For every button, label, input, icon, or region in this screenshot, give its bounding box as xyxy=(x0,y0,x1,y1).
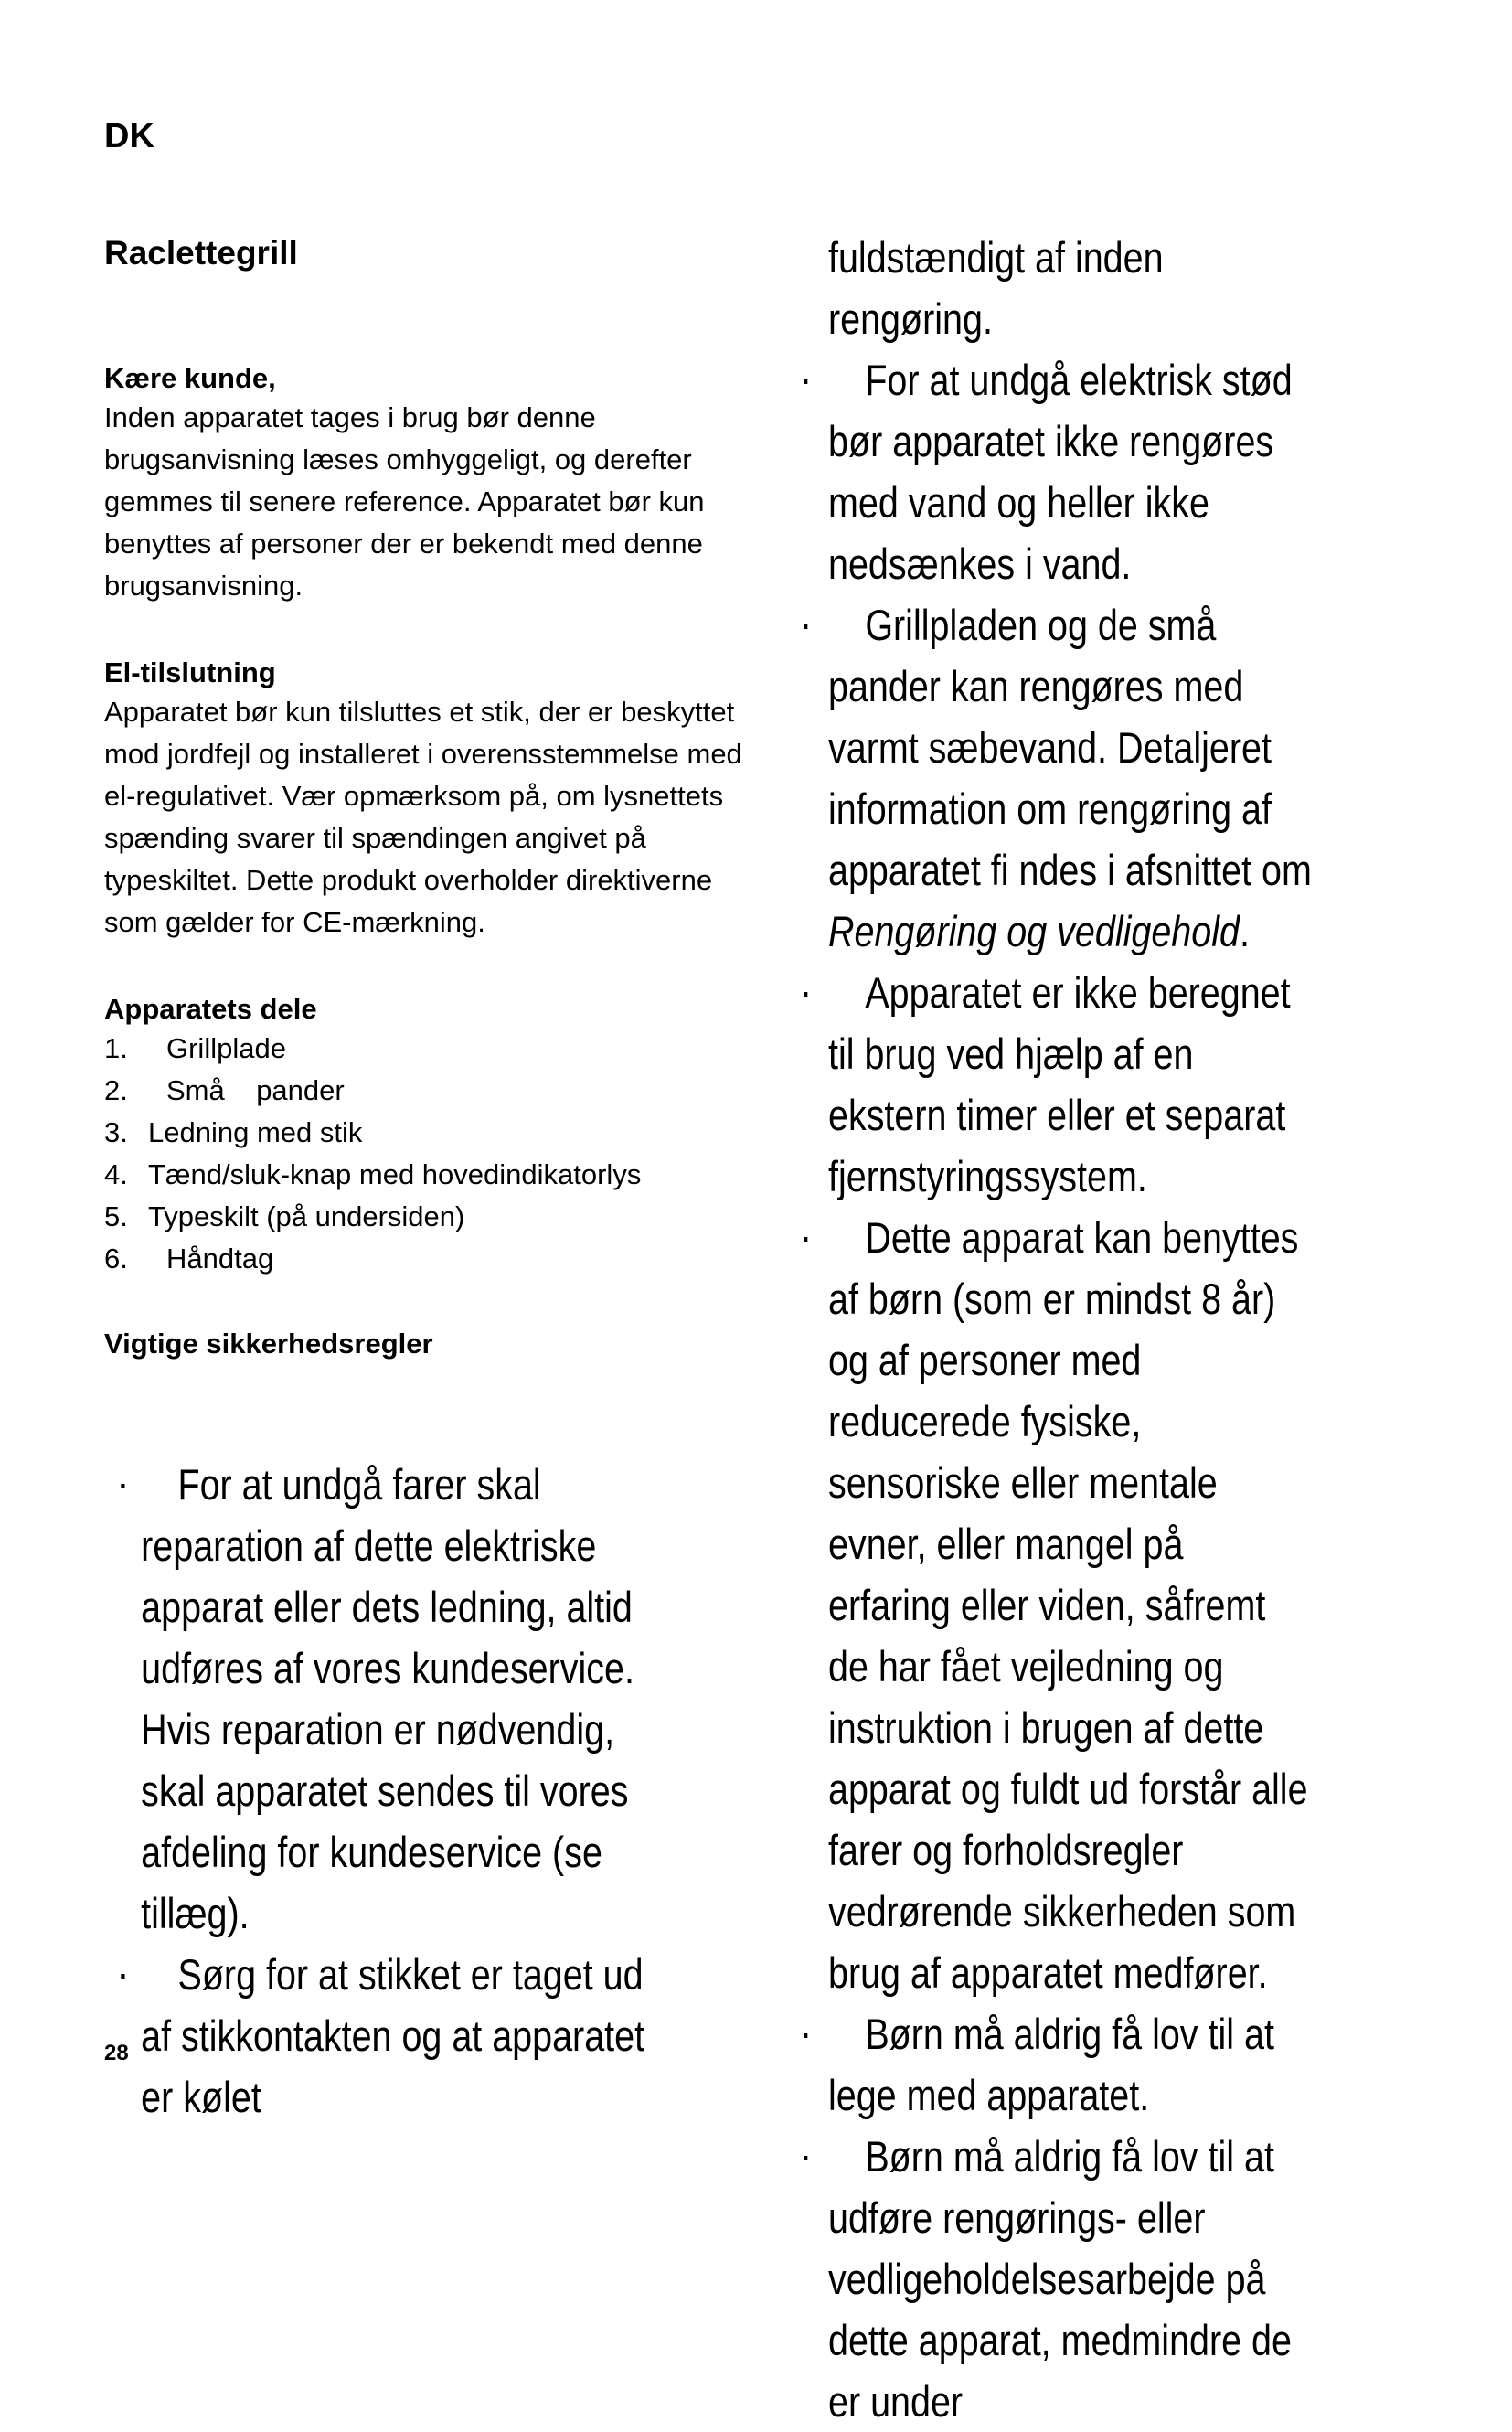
page-title: Raclettegrill xyxy=(104,234,298,272)
safety-item xyxy=(828,349,1312,594)
cross-reference: Rengøring og vedligehold xyxy=(828,907,1240,955)
bullet-icon xyxy=(804,1207,835,1268)
list-item xyxy=(104,1238,744,1280)
list-item-label: Typeskilt (på undersiden) xyxy=(148,1200,465,1232)
bullet-icon xyxy=(804,2126,835,2187)
right-column xyxy=(828,227,1312,2432)
list-item-number: 4. xyxy=(104,1158,128,1190)
safety-item-text: Apparatet er ikke beregnet til brug ved hjælp af en ekstern timer eller et separat fjernstyringssystem. xyxy=(828,968,1291,1200)
bullet-icon xyxy=(804,2003,835,2064)
safety-item-text: Børn må aldrig få lov til at lege med apparatet. xyxy=(828,2010,1274,2119)
safety-list-left xyxy=(122,1454,653,2128)
parts-heading: Apparatets dele xyxy=(104,993,317,1025)
language-code: DK xyxy=(104,117,154,155)
bullet-icon xyxy=(121,1454,152,1515)
safety-item-text: Sørg for at stikket er taget ud af stikkontakten og at apparatet er kølet xyxy=(141,1950,645,2121)
bullet-icon xyxy=(804,594,835,656)
safety-item xyxy=(122,1944,653,2128)
list-item xyxy=(104,1154,744,1196)
safety-heading: Vigtige sikkerhedsregler xyxy=(104,1328,433,1360)
intro-body: Inden apparatet tages i brug bør denne brugsanvisning læses omhyggeligt, og derefter gemmes til senere reference. Apparatet bør kun benyttes af personer der er bekendt med denne brugsanvisning. xyxy=(104,401,705,602)
safety-item xyxy=(122,1454,653,1944)
list-item xyxy=(104,1112,744,1154)
list-item xyxy=(104,1028,744,1070)
list-item-label: Grillplade xyxy=(166,1032,286,1064)
list-item-number: 2. xyxy=(104,1074,128,1106)
safety-list-right xyxy=(828,349,1312,2432)
safety-item xyxy=(828,594,1312,962)
safety-item xyxy=(828,1207,1312,2003)
list-item-label: Håndtag xyxy=(166,1243,274,1275)
safety-item-text: Dette apparat kan benyttes af børn (som er mindst 8 år) og af personer med reducerede fysiske, sensoriske eller mentale evner, eller mangel på erfaring eller viden, såfremt de har fået vejledning og instruktion i brugen af dette apparat og fuldt ud forstår alle farer og forholdsregler vedrørende sikkerheden som brug af apparatet medfører. xyxy=(828,1213,1308,1997)
list-item-label: Ledning med stik xyxy=(148,1116,363,1148)
left-column xyxy=(104,360,744,1362)
safety-item-text-end: . xyxy=(1239,907,1250,955)
list-item xyxy=(104,1070,744,1112)
page-number: 28 xyxy=(104,2041,129,2065)
safety-item xyxy=(828,2003,1312,2126)
bullet-icon xyxy=(804,349,835,411)
electrical-heading: El-tilslutning xyxy=(104,656,276,688)
list-item-number: 6. xyxy=(104,1243,128,1275)
intro-section xyxy=(104,360,744,607)
intro-heading: Kære kunde, xyxy=(104,362,276,394)
safety-item xyxy=(828,962,1312,1207)
safety-item-text: Børn må aldrig få lov til at udføre rengørings- eller vedligeholdelsesarbejde på dette apparat, medmindre de er under xyxy=(828,2132,1292,2426)
parts-list xyxy=(104,1028,744,1280)
parts-section xyxy=(104,991,744,1280)
safety-item-text: For at undgå farer skal reparation af dette elektriske apparat eller dets ledning, altid udføres af vores kundeservice. Hvis reparation er nødvendig, skal apparatet sendes til vores afdeling for kundeservice (se tillæg). xyxy=(141,1460,634,1937)
bullet-icon xyxy=(121,1944,152,2005)
bullet-icon xyxy=(804,962,835,1023)
safety-item xyxy=(828,2126,1312,2432)
list-item-number: 3. xyxy=(104,1116,128,1148)
list-item-number: 1. xyxy=(104,1032,128,1064)
electrical-body: Apparatet bør kun tilsluttes et stik, der er beskyttet mod jordfejl og installeret i overensstemmelse med el-regulativet. Vær opmærksom på, om lysnettets spænding svarer til spændingen angivet på typeskiltet. Dette produkt overholder direktiverne som gælder for CE-mærkning. xyxy=(104,696,742,938)
safety-continuation: fuldstændigt af inden rengøring. xyxy=(828,233,1164,343)
electrical-section xyxy=(104,655,744,944)
list-item xyxy=(104,1196,744,1238)
list-item-label: Tænd/sluk-knap med hovedindikatorlys xyxy=(148,1158,642,1190)
list-item-number: 5. xyxy=(104,1200,128,1232)
safety-item-text: Grillpladen og de små pander kan rengøres med varmt sæbevand. Detaljeret information om rengøring af apparatet fi ndes i afsnittet om xyxy=(828,601,1312,894)
safety-item-text: For at undgå elektrisk stød bør apparatet ikke rengøres med vand og heller ikke nedsænkes i vand. xyxy=(828,356,1293,588)
list-item-label: Små pander xyxy=(166,1074,345,1106)
